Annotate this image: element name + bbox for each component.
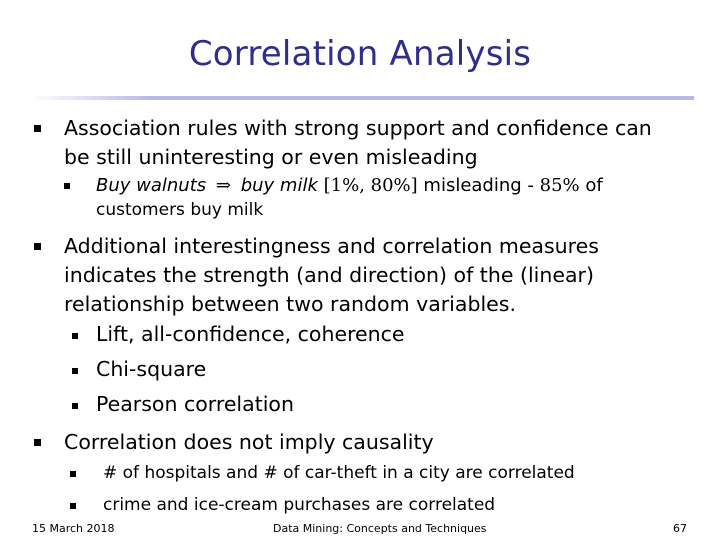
bullet-2c-text: Pearson correlation bbox=[96, 392, 294, 416]
bullet-3a-text: # of hospitals and # of car-theft in a city are correlated bbox=[103, 463, 575, 483]
of-label: of bbox=[579, 175, 603, 196]
bullet-2-line-3: relationship between two random variables. bbox=[64, 292, 516, 316]
implies-arrow: ⇒ bbox=[215, 175, 231, 196]
bullet-1a-line-1 bbox=[96, 175, 603, 196]
bullet-2c-marker bbox=[72, 403, 78, 409]
bullet-1a-line-2: customers buy milk bbox=[96, 200, 264, 220]
bullet-1a-marker bbox=[64, 183, 70, 189]
footer-date: 15 March 2018 bbox=[32, 522, 115, 535]
bullet-3b-marker bbox=[70, 503, 76, 509]
milk-percentage: 85% bbox=[539, 175, 580, 196]
footer-page-number: 67 bbox=[673, 522, 687, 535]
rule-support-confidence: [1%, 80%] bbox=[323, 175, 418, 196]
bullet-2b-text: Chi-square bbox=[96, 357, 207, 381]
slide-title: Correlation Analysis bbox=[188, 34, 532, 74]
title-divider bbox=[30, 96, 694, 100]
bullet-1-marker bbox=[34, 125, 41, 132]
bullet-3b-text: crime and ice-cream purchases are correlated bbox=[103, 495, 496, 515]
bullet-2a-text: Lift, all-confidence, coherence bbox=[96, 322, 405, 346]
bullet-3a-marker bbox=[70, 471, 76, 477]
bullet-1-line-2: be still uninteresting or even misleading bbox=[64, 145, 478, 169]
footer-title: Data Mining: Concepts and Techniques bbox=[273, 522, 487, 535]
bullet-3-marker bbox=[34, 439, 41, 446]
rule-lhs: Buy walnuts bbox=[96, 175, 207, 196]
bullet-2b-marker bbox=[72, 368, 78, 374]
rule-rhs: buy milk bbox=[240, 175, 318, 196]
bullet-3-line-1: Correlation does not imply causality bbox=[64, 430, 434, 454]
bullet-2a-marker bbox=[72, 333, 78, 339]
misleading-label: misleading - bbox=[423, 175, 540, 196]
bullet-2-marker bbox=[34, 243, 41, 250]
bullet-1-line-1: Association rules with strong support and confidence can bbox=[64, 116, 652, 140]
bullet-2-line-1: Additional interestingness and correlation measures bbox=[64, 234, 599, 258]
bullet-2-line-2: indicates the strength (and direction) of the (linear) bbox=[64, 263, 594, 287]
